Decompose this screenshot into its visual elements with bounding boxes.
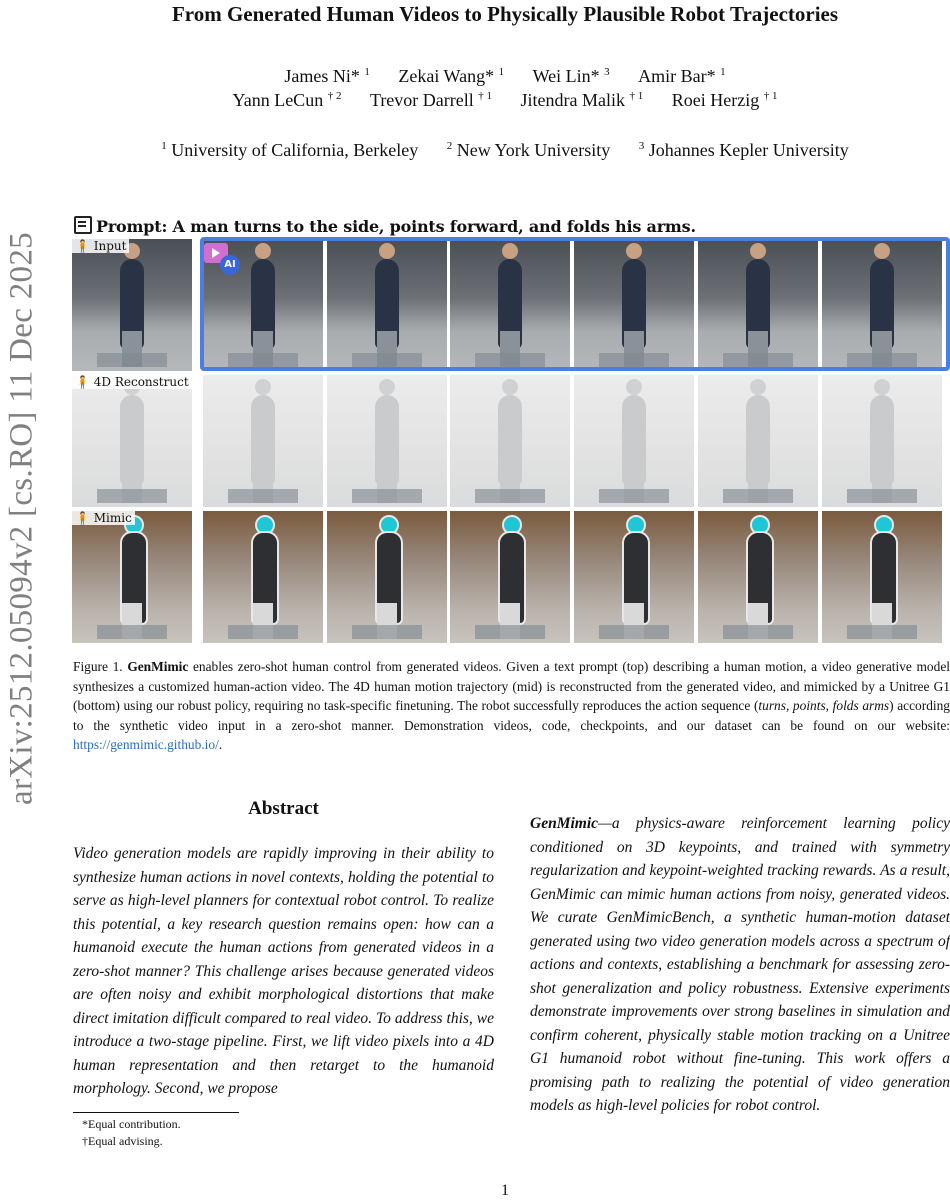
frame-floor [475, 625, 545, 639]
reconstruct-frame [327, 375, 447, 507]
footnote-equal-advising: †Equal advising. [82, 1134, 163, 1148]
frame-floor [847, 353, 917, 367]
mimic-frame [698, 511, 818, 643]
frame-head [502, 379, 518, 395]
reconstruct-frame [698, 375, 818, 507]
abstract-heading: Abstract [248, 798, 319, 819]
frame-floor [723, 625, 793, 639]
frame-head [626, 243, 642, 259]
author: Wei Lin* $^3$ [532, 66, 610, 86]
frame-floor [847, 489, 917, 503]
affiliation: $^3$ Johannes Kepler University [638, 140, 849, 160]
frame-floor [723, 353, 793, 367]
mimic-frame [822, 511, 942, 643]
ai-label: AI [220, 255, 240, 275]
reconstruct-frame [72, 375, 192, 507]
reconstruct-row [72, 375, 950, 507]
frame-floor [847, 625, 917, 639]
frame-floor [97, 625, 167, 639]
arxiv-identifier: arXiv:2512.05094v2 [cs.RO] 11 Dec 2025 [3, 232, 40, 805]
affiliation: $^1$ University of California, Berkeley [161, 140, 419, 160]
footnote-equal-contribution: *Equal contribution. [82, 1117, 181, 1131]
author: Jitendra Malik $^{\dagger 1}$ [520, 90, 644, 110]
author-list-row-1 [60, 66, 950, 87]
affiliation: $^2$ New York University [446, 140, 611, 160]
frame-floor [228, 489, 298, 503]
frame-floor [352, 353, 422, 367]
author: Roei Herzig $^{\dagger 1}$ [671, 90, 778, 110]
reconstruct-frame [450, 375, 570, 507]
input-frame [327, 239, 447, 371]
author-list-row-2 [60, 90, 950, 111]
figure-1-grid [72, 239, 950, 622]
mimic-row [72, 511, 950, 643]
input-frame [822, 239, 942, 371]
frame-floor [228, 625, 298, 639]
page-number: 1 [501, 1182, 509, 1199]
edit-note-icon [74, 216, 92, 234]
input-frame [574, 239, 694, 371]
frame-head [874, 379, 890, 395]
author: Yann LeCun $^{\dagger 2}$ [232, 90, 342, 110]
frame-head [502, 243, 518, 259]
author: Zekai Wang* $^1$ [398, 66, 505, 86]
frame-floor [97, 489, 167, 503]
figure-prompt: Prompt: A man turns to the side, points forward, and folds his arms. [74, 216, 696, 236]
frame-head [750, 243, 766, 259]
author: James Ni* $^1$ [284, 66, 370, 86]
affiliations [60, 140, 950, 161]
reconstruct-frame [203, 375, 323, 507]
mimic-frame [450, 511, 570, 643]
row-label-input: 🧍 Input [72, 239, 129, 253]
ai-video-icon [202, 241, 242, 277]
mimic-frame [327, 511, 447, 643]
input-frame [72, 239, 192, 371]
frame-head [874, 243, 890, 259]
frame-floor [352, 625, 422, 639]
frame-head [379, 379, 395, 395]
reconstruct-frame [574, 375, 694, 507]
frame-head [379, 243, 395, 259]
mimic-frame [72, 511, 192, 643]
author: Trevor Darrell $^{\dagger 1}$ [369, 90, 493, 110]
author: Amir Bar* $^1$ [638, 66, 726, 86]
mimic-frame [574, 511, 694, 643]
mimic-frame [203, 511, 323, 643]
input-frame [698, 239, 818, 371]
row-label-reconstruct: 🧍 4D Reconstruct [72, 375, 192, 389]
frame-floor [228, 353, 298, 367]
footnote-divider [73, 1112, 239, 1113]
paper-title: From Generated Human Videos to Physically Plausible Robot Trajectories [171, 2, 839, 26]
website-link[interactable]: https://genmimic.github.io/ [73, 737, 219, 753]
frame-floor [599, 353, 669, 367]
frame-head [255, 243, 271, 259]
frame-floor [475, 353, 545, 367]
frame-floor [599, 625, 669, 639]
input-frame [450, 239, 570, 371]
figure-caption: Figure 1. GenMimic enables zero-shot human control from generated videos. Given a text prompt (top) describing a human motion, a video generative model synthesizes a customized human-action video. The 4D human motion trajectory (mid) is reconstructed from the generated video, and mimicked by a Unitree G1 (bottom) using our robust policy, requiring no task-specific finetuning. The robot successfully reproduces the action sequence (turns, points, folds arms) according to the synthetic video input in a zero-shot manner. Demonstration videos, code, checkpoints, and our dataset can be found on our website: https://genmimic.github.io/. [73, 659, 950, 753]
frame-head [255, 379, 271, 395]
frame-floor [723, 489, 793, 503]
reconstruct-frame [822, 375, 942, 507]
row-label-mimic: 🧍 Mimic [72, 511, 135, 525]
abstract-left-column: Video generation models are rapidly improving in their ability to synthesize human actions in novel contexts, holding the potential to serve as high-level planners for contextual robot control. To realize this potential, a key research question remains open: how can a humanoid execute the human actions from generated videos in a zero-shot manner? This challenge arises because generated videos are often noisy and exhibit morphological distortions that make direct imitation difficult compared to real video. To address this, we introduce a two-stage pipeline. First, we lift video pixels into a 4D human representation and then retarget to the humanoid morphology. Second, we propose [73, 845, 494, 1097]
abstract-right-column: GenMimic—a physics-aware reinforcement learning policy conditioned on 3D keypoints, and trained with symmetry regularization and keypoint-weighted tracking rewards. As a result, GenMimic can mimic human actions from noisy, generated videos. We curate GenMimicBench, a synthetic human-motion dataset generated using two video generation models across a spectrum of actions and contexts, establishing a benchmark for assessing zero-shot generalization and policy robustness. Extensive experiments demonstrate improvements over strong baselines in simulation and confirm coherent, physically stable motion tracking on a Unitree G1 humanoid robot without fine-tuning. This work offers a promising path to realizing the potential of video generation models as high-level policies for robot control. [530, 815, 950, 1114]
frame-floor [352, 489, 422, 503]
frame-floor [599, 489, 669, 503]
frame-floor [475, 489, 545, 503]
footnotes [82, 1116, 181, 1150]
frame-head [626, 379, 642, 395]
frame-floor [97, 353, 167, 367]
frame-head [750, 379, 766, 395]
